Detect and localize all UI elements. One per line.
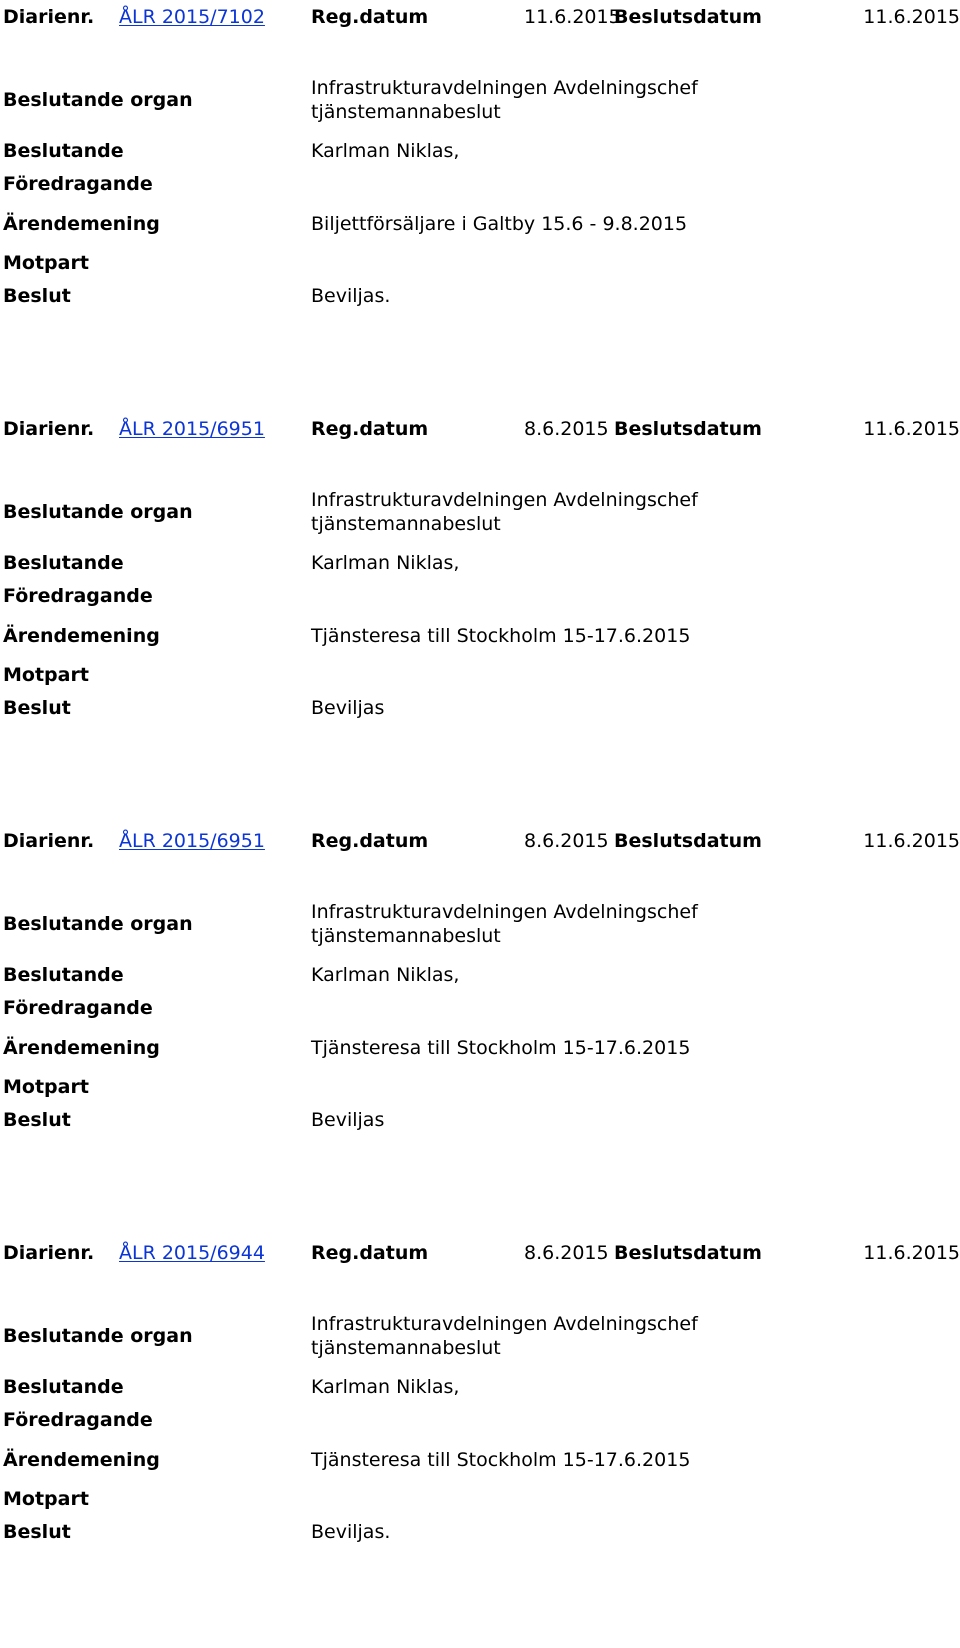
foredragande-label: Föredragande — [3, 997, 153, 1019]
beslutande-value: Karlman Niklas, — [311, 1376, 460, 1398]
beslutsdatum-value: 11.6.2015 — [863, 830, 960, 852]
diarienr-label: Diarienr. — [3, 830, 95, 852]
arendemening-label: Ärendemening — [3, 1037, 160, 1059]
arendemening-label: Ärendemening — [3, 213, 160, 235]
foredragande-label: Föredragande — [3, 585, 153, 607]
diarienr-label: Diarienr. — [3, 6, 95, 28]
diarienr-link[interactable]: ÅLR 2015/7102 — [119, 6, 265, 28]
beslutsdatum-value: 11.6.2015 — [863, 1242, 960, 1264]
motpart-label: Motpart — [3, 252, 89, 274]
diarienr-label: Diarienr. — [3, 1242, 95, 1264]
decision-record — [0, 1236, 960, 1648]
arendemening-value: Tjänsteresa till Stockholm 15-17.6.2015 — [311, 625, 691, 647]
beslutande-organ-value-line1: Infrastrukturavdelningen Avdelningschef — [311, 77, 698, 99]
beslut-label: Beslut — [3, 285, 71, 307]
beslut-label: Beslut — [3, 1521, 71, 1543]
foredragande-label: Föredragande — [3, 1409, 153, 1431]
beslutande-organ-value-line2: tjänstemannabeslut — [311, 513, 501, 535]
beslutande-organ-value-line2: tjänstemannabeslut — [311, 925, 501, 947]
beslut-value: Beviljas. — [311, 285, 391, 307]
regdatum-label: Reg.datum — [311, 418, 429, 440]
beslutande-organ-value-line2: tjänstemannabeslut — [311, 101, 501, 123]
beslutande-organ-label: Beslutande organ — [3, 501, 193, 523]
beslut-value: Beviljas — [311, 697, 385, 719]
diarienr-link[interactable]: ÅLR 2015/6951 — [119, 418, 265, 440]
beslutande-organ-label: Beslutande organ — [3, 913, 193, 935]
arendemening-value: Biljettförsäljare i Galtby 15.6 - 9.8.2015 — [311, 213, 688, 235]
beslutande-value: Karlman Niklas, — [311, 964, 460, 986]
diarienr-link[interactable]: ÅLR 2015/6951 — [119, 830, 265, 852]
beslutande-organ-label: Beslutande organ — [3, 1325, 193, 1347]
beslutande-label: Beslutande — [3, 1376, 124, 1398]
beslutande-label: Beslutande — [3, 140, 124, 162]
diarienr-link[interactable]: ÅLR 2015/6944 — [119, 1242, 265, 1264]
beslutande-label: Beslutande — [3, 552, 124, 574]
motpart-label: Motpart — [3, 664, 89, 686]
beslutande-organ-value-line2: tjänstemannabeslut — [311, 1337, 501, 1359]
foredragande-label: Föredragande — [3, 173, 153, 195]
beslutsdatum-value: 11.6.2015 — [863, 418, 960, 440]
beslutsdatum-label: Beslutsdatum — [614, 830, 762, 852]
regdatum-label: Reg.datum — [311, 830, 429, 852]
arendemening-label: Ärendemening — [3, 1449, 160, 1471]
decision-record — [0, 0, 960, 412]
beslutsdatum-label: Beslutsdatum — [614, 6, 762, 28]
beslutande-organ-value-line1: Infrastrukturavdelningen Avdelningschef — [311, 1313, 698, 1335]
motpart-label: Motpart — [3, 1076, 89, 1098]
arendemening-value: Tjänsteresa till Stockholm 15-17.6.2015 — [311, 1037, 691, 1059]
regdatum-value: 8.6.2015 — [524, 1242, 609, 1264]
regdatum-value: 8.6.2015 — [524, 830, 609, 852]
beslut-label: Beslut — [3, 1109, 71, 1131]
diarienr-label: Diarienr. — [3, 418, 95, 440]
beslutande-organ-value-line1: Infrastrukturavdelningen Avdelningschef — [311, 489, 698, 511]
beslut-value: Beviljas — [311, 1109, 385, 1131]
decision-record — [0, 412, 960, 824]
beslutande-value: Karlman Niklas, — [311, 140, 460, 162]
decision-record — [0, 824, 960, 1236]
regdatum-label: Reg.datum — [311, 6, 429, 28]
beslutande-organ-label: Beslutande organ — [3, 89, 193, 111]
regdatum-label: Reg.datum — [311, 1242, 429, 1264]
motpart-label: Motpart — [3, 1488, 89, 1510]
beslutande-organ-value-line1: Infrastrukturavdelningen Avdelningschef — [311, 901, 698, 923]
beslut-value: Beviljas. — [311, 1521, 391, 1543]
beslut-label: Beslut — [3, 697, 71, 719]
regdatum-value: 11.6.2015 — [524, 6, 621, 28]
arendemening-label: Ärendemening — [3, 625, 160, 647]
beslutsdatum-value: 11.6.2015 — [863, 6, 960, 28]
arendemening-value: Tjänsteresa till Stockholm 15-17.6.2015 — [311, 1449, 691, 1471]
beslutsdatum-label: Beslutsdatum — [614, 418, 762, 440]
regdatum-value: 8.6.2015 — [524, 418, 609, 440]
beslutsdatum-label: Beslutsdatum — [614, 1242, 762, 1264]
beslutande-label: Beslutande — [3, 964, 124, 986]
beslutande-value: Karlman Niklas, — [311, 552, 460, 574]
